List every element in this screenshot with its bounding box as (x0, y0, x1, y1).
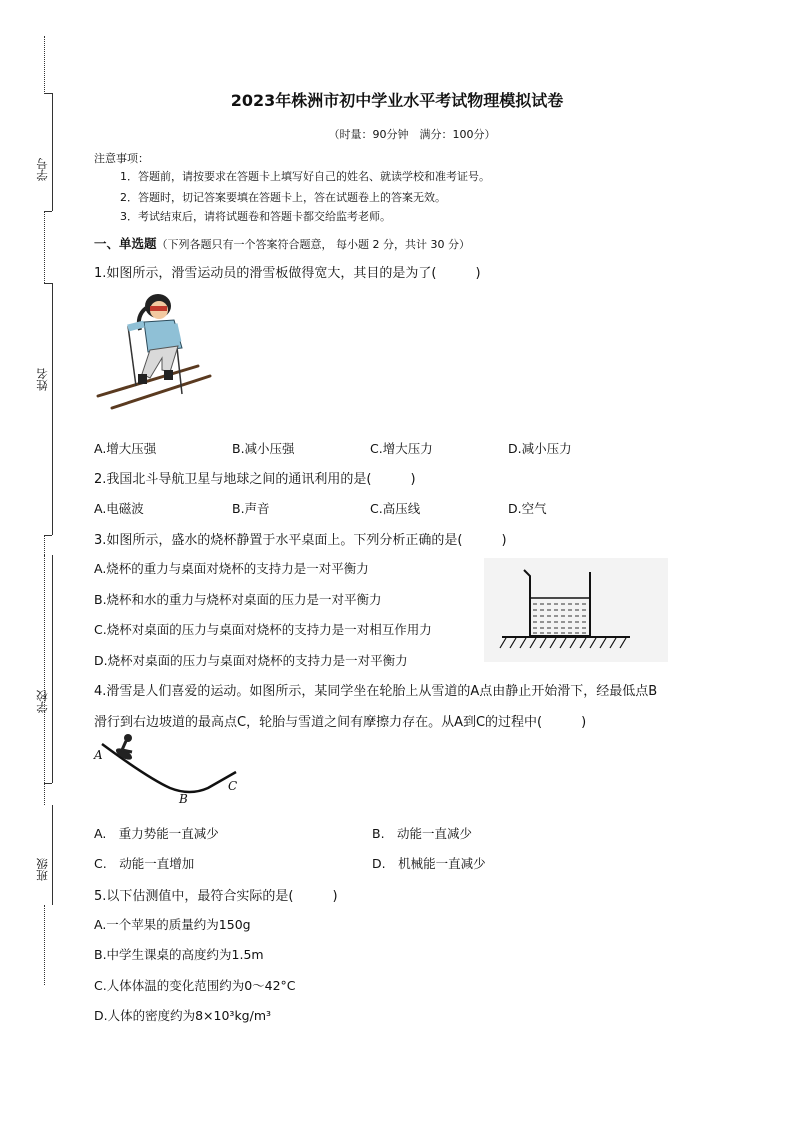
section-header (94, 233, 470, 252)
question-2-stem: 2.我国北斗导航卫星与地球之间的通讯利用的是( ) (94, 472, 416, 487)
ski-slope-icon (90, 732, 250, 806)
q3-option-c: C.烧杯对桌面的压力与桌面对烧杯的支持力是一对相互作用力 (94, 622, 432, 637)
exam-time-score: （时量：90分钟 满分：100分） (328, 128, 496, 141)
q4-option-b: B. 动能一直减少 (372, 826, 473, 841)
question-4-stem-line2: 滑行到右边坡道的最高点C，轮胎与雪道之间有摩擦力存在。从A到C的过程中( ) (94, 715, 587, 730)
class-label: 班级 (35, 858, 49, 881)
name-label: 姓名 (35, 368, 49, 391)
point-b-label: B (179, 792, 188, 806)
skier-figure (92, 286, 218, 412)
skier-icon (92, 286, 218, 412)
question-5-stem: 5.以下估测值中，最符合实际的是( ) (94, 889, 338, 904)
q3-option-b: B.烧杯和水的重力与烧杯对桌面的压力是一对平衡力 (94, 592, 382, 607)
beaker-figure (484, 558, 668, 662)
slope-figure (90, 732, 250, 806)
school-label: 学校 (35, 690, 49, 713)
q5-option-b: B.中学生课桌的高度约为1.5m (94, 947, 264, 962)
point-c-label: C (228, 779, 238, 793)
page-title: 2023年株洲市初中学业水平考试物理模拟试卷 (230, 91, 564, 110)
q4-option-a: A. 重力势能一直减少 (94, 826, 219, 841)
q4-option-d: D. 机械能一直减少 (372, 856, 486, 871)
section-desc: （下列各题只有一个答案符合题意， 每小题 2 分，共计 30 分） (156, 238, 470, 251)
q2-option-a: A.电磁波 (94, 501, 144, 516)
q1-option-d: D.减小压力 (508, 441, 572, 456)
question-3-stem: 3.如图所示，盛水的烧杯静置于水平桌面上。下列分析正确的是( ) (94, 533, 507, 548)
q4-option-c: C. 动能一直增加 (94, 856, 195, 871)
notice-item: 3．考试结束后，请将试题卷和答题卡都交给监考老师。 (120, 210, 391, 223)
school-line (52, 555, 53, 783)
q1-option-b: B.减小压强 (232, 441, 295, 456)
notice-item: 2．答题时，切记答案要填在答题卡上，答在试题卷上的答案无效。 (120, 191, 446, 204)
notice-item: 1．答题前，请按要求在答题卡上填写好自己的姓名、就读学校和准考证号。 (120, 170, 490, 183)
q1-option-a: A.增大压强 (94, 441, 157, 456)
student-id-label: 学号 (35, 158, 49, 181)
name-line (52, 283, 53, 535)
q2-option-c: C.高压线 (370, 501, 421, 516)
notice-heading: 注意事项： (94, 152, 149, 165)
class-line (52, 805, 53, 905)
q2-option-b: B.声音 (232, 501, 270, 516)
q1-option-c: C.增大压力 (370, 441, 433, 456)
question-4-stem-line1: 4.滑雪是人们喜爱的运动。如图所示，某同学坐在轮胎上从雪道的A点由静止开始滑下，经最低点B (94, 684, 658, 699)
q2-option-d: D.空气 (508, 501, 547, 516)
q3-option-d: D.烧杯对桌面的压力与桌面对烧杯的支持力是一对平衡力 (94, 653, 408, 668)
q5-option-d: D.人体的密度约为8×10³kg/m³ (94, 1008, 272, 1023)
point-a-label: A (94, 748, 103, 762)
section-title: 一、单选题 (94, 236, 157, 251)
question-1-stem: 1.如图所示，滑雪运动员的滑雪板做得宽大，其目的是为了( ) (94, 266, 481, 281)
q5-option-c: C.人体体温的变化范围约为0～42°C (94, 978, 296, 993)
q3-option-a: A.烧杯的重力与桌面对烧杯的支持力是一对平衡力 (94, 561, 369, 576)
beaker-icon (484, 558, 668, 662)
q5-option-a: A.一个苹果的质量约为150g (94, 917, 251, 932)
